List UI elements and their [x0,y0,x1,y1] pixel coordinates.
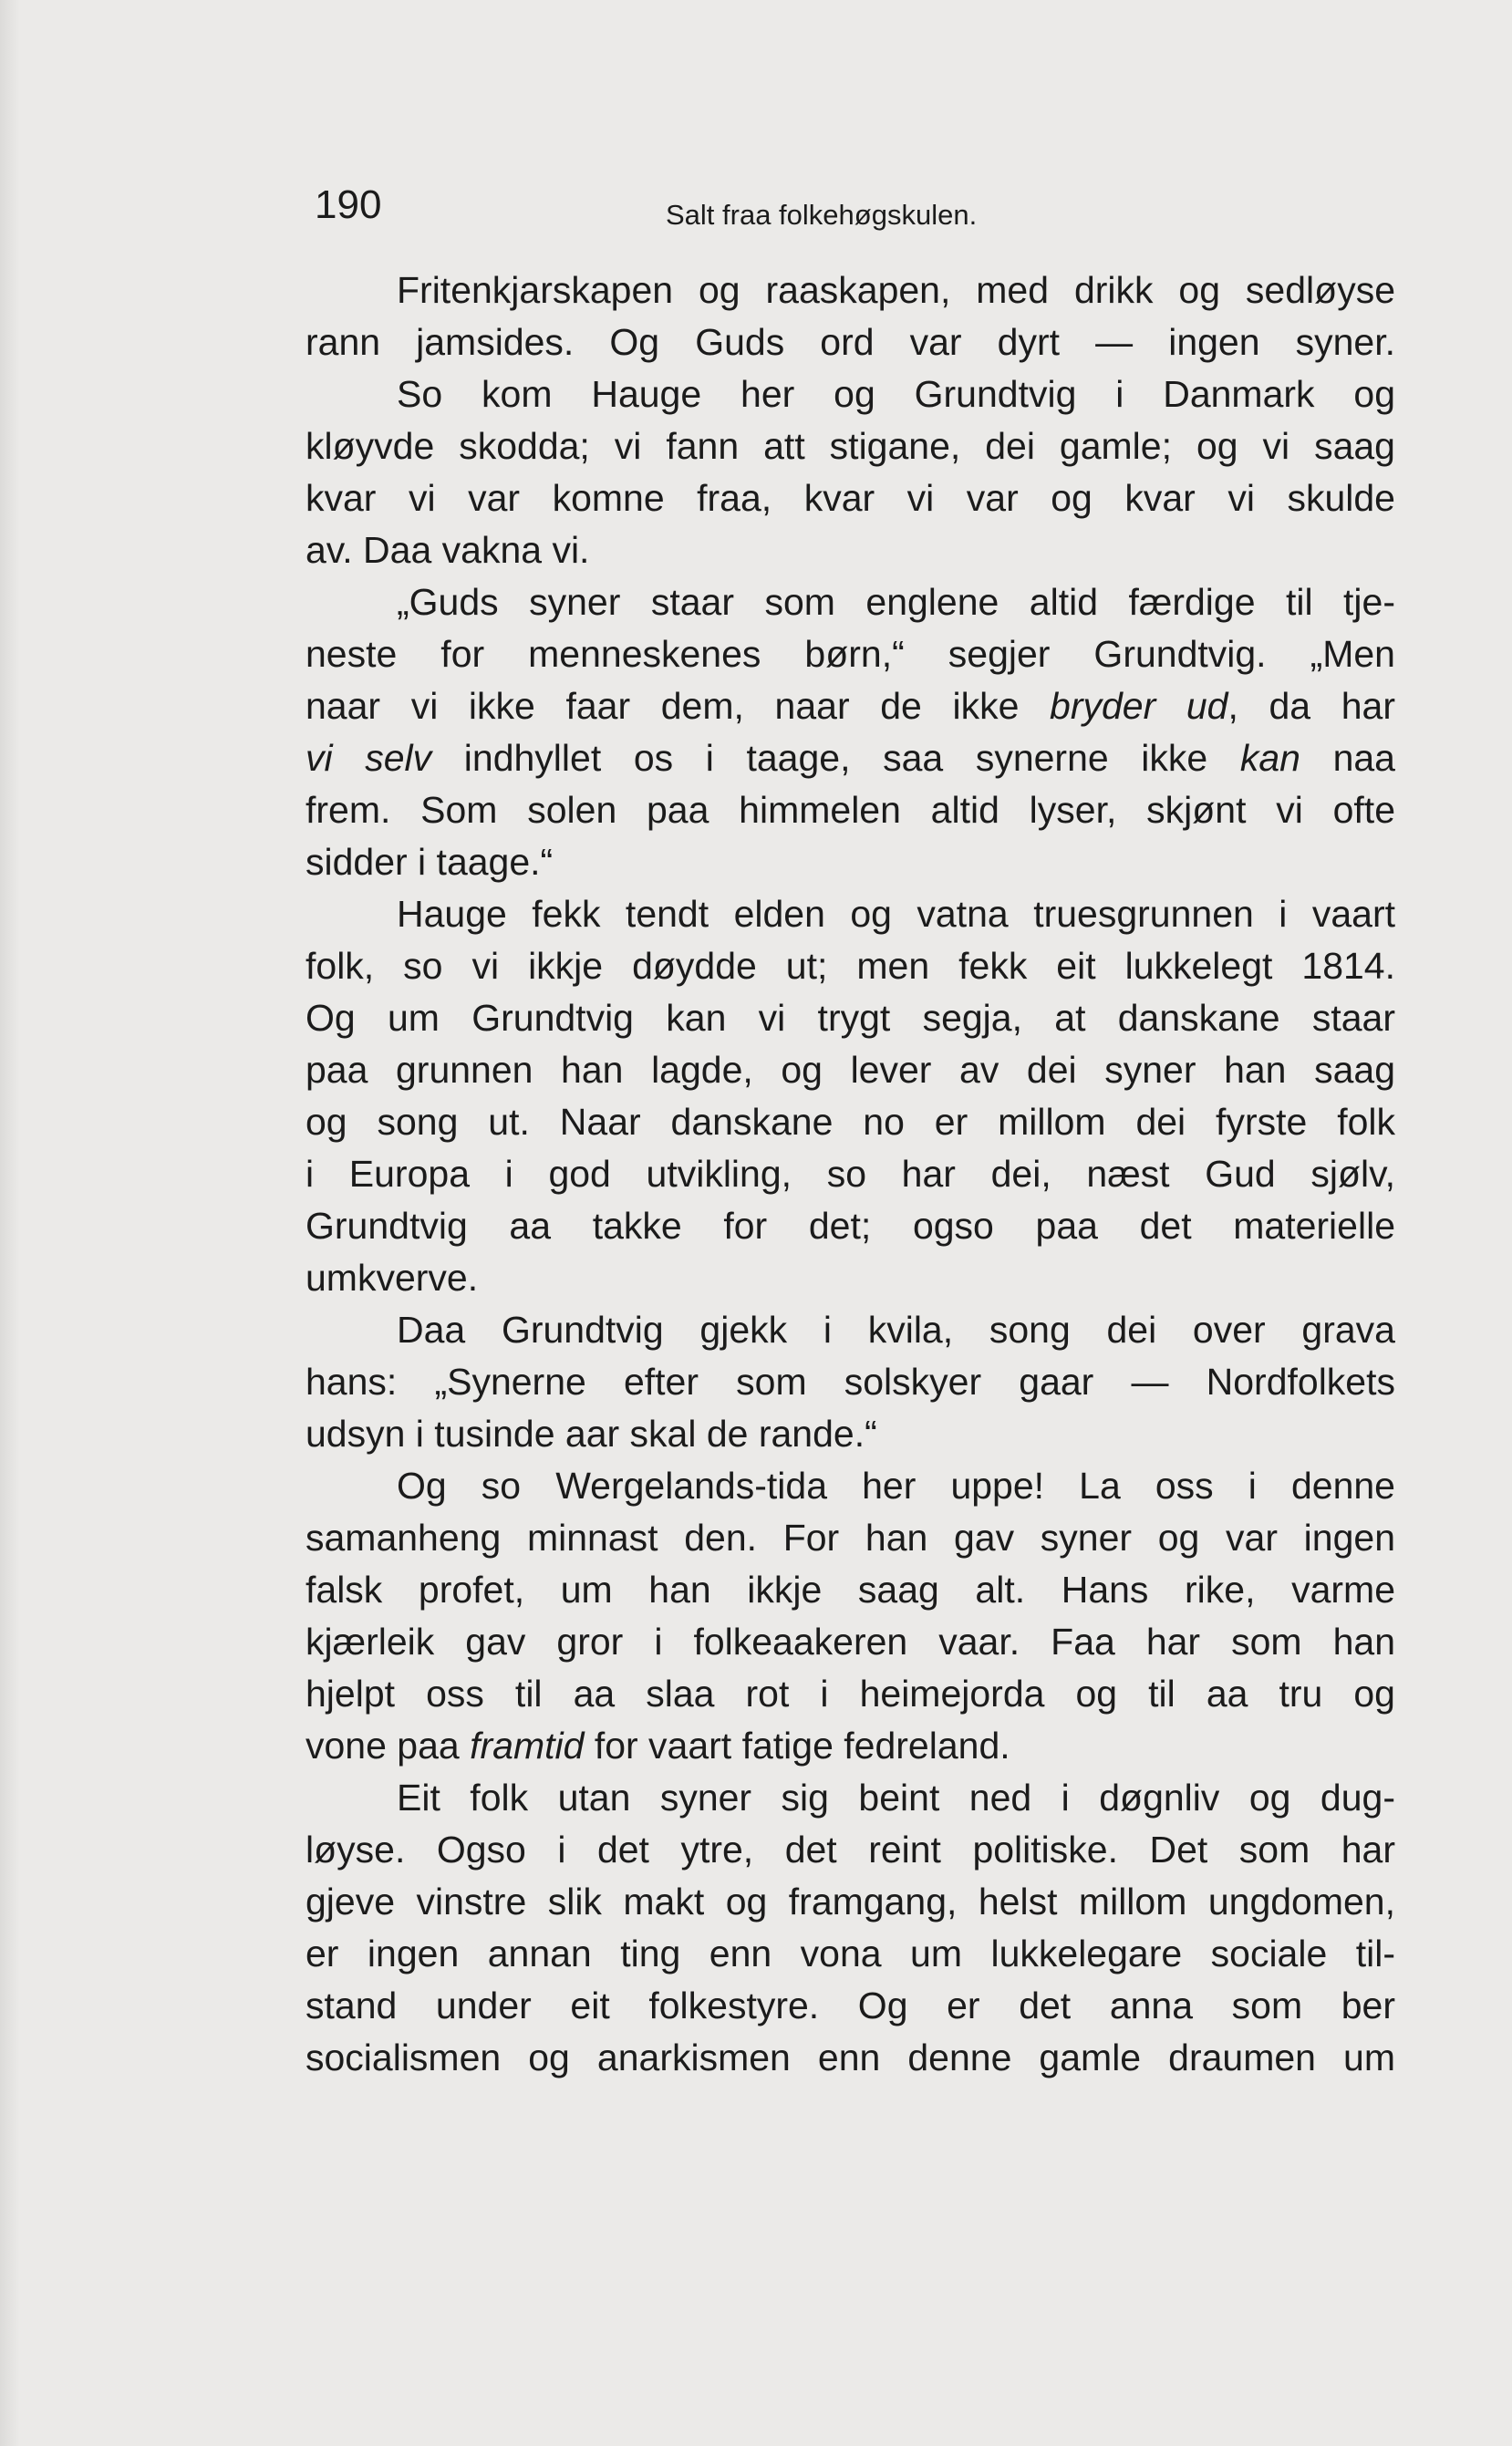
text-line: og song ut. Naar danskane no er millom dei fyrste folk [306,1101,1395,1143]
text-line: hjelpt oss til aa slaa rot i heimejorda og til aa tru og [306,1673,1395,1715]
text-segment: for vaart fatige fedreland. [584,1725,1010,1767]
text-segment: naar vi ikke faar dem, naar de ikke [306,685,1051,727]
body-text [306,264,1395,2084]
text-line: folk, so vi ikkje døydde ut; men fekk eit lukkelegt 1814. [306,945,1395,987]
text-line: frem. Som solen paa himmelen altid lyser, skjønt vi ofte [306,789,1395,831]
text-line: kvar vi var komne fraa, kvar vi var og kvar vi skulde [306,477,1395,519]
text-line: Daa Grundtvig gjekk i kvila, song dei over grava [397,1309,1395,1351]
text-line [306,680,1395,732]
text-line: gjeve vinstre slik makt og framgang, helst millom ungdomen, [306,1881,1395,1923]
running-title: Salt fraa folkehøgskulen. [666,199,978,231]
text-line: sidder i taage.“ [306,841,554,883]
text-segment: naa [1300,737,1395,779]
text-line: Grundtvig aa takke for det; ogso paa det materielle [306,1205,1395,1247]
text-line: falsk profet, um han ikkje saag alt. Hans rike, varme [306,1569,1395,1611]
text-line: av. Daa vakna vi. [306,529,590,571]
emphasized-text: framtid [470,1725,585,1767]
text-line: hans: „Synerne efter som solskyer gaar — Nordfolkets [306,1361,1395,1403]
text-line: i Europa i god utvikling, so har dei, næst Gud sjølv, [306,1153,1395,1195]
text-line: umkverve. [306,1257,479,1299]
text-line: Eit folk utan syner sig beint ned i døgnliv og dug- [397,1777,1395,1819]
text-line: Fritenkjarskapen og raaskapen, med drikk og sedløyse [397,269,1395,311]
emphasized-text: kan [1239,737,1300,779]
text-line: Og um Grundtvig kan vi trygt segja, at danskane staar [306,997,1395,1039]
text-line: kjærleik gav gror i folkeaakeren vaar. Faa har som han [306,1621,1395,1663]
text-line: socialismen og anarkismen enn denne gamle draumen um [306,2037,1395,2078]
text-line: Hauge fekk tendt elden og vatna truesgrunnen i vaart [397,893,1395,935]
text-line: rann jamsides. Og Guds ord var dyrt — ingen syner. [306,321,1395,363]
text-line: udsyn i tusinde aar skal de rande.“ [306,1413,877,1455]
page-header [315,182,1404,237]
text-line [306,1720,1395,1772]
text-line: Og so Wergelands-tida her uppe! La oss i denne [397,1465,1395,1507]
text-line: samanheng minnast den. For han gav syner og var ingen [306,1517,1395,1559]
text-line: So kom Hauge her og Grundtvig i Danmark og [397,373,1395,415]
text-line: paa grunnen han lagde, og lever av dei syner han saag [306,1049,1395,1091]
text-line: neste for menneskenes børn,“ segjer Grundtvig. „Men [306,633,1395,675]
text-line: løyse. Ogso i det ytre, det reint politiske. Det som har [306,1829,1395,1871]
text-line: er ingen annan ting enn vona um lukkelegare sociale til- [306,1933,1395,1974]
text-segment: vone paa [306,1725,471,1767]
text-line: kløyvde skodda; vi fann att stigane, dei gamle; og vi saag [306,425,1395,467]
page-number: 190 [315,182,382,227]
text-segment: , da har [1227,685,1395,727]
emphasized-text: vi selv [306,737,432,779]
text-segment: indhyllet os i taage, saa synerne ikke [431,737,1240,779]
text-line [306,732,1395,784]
emphasized-text: bryder ud [1050,685,1228,727]
text-line: „Guds syner staar som englene altid færdige til tje- [397,581,1395,623]
text-line: stand under eit folkestyre. Og er det anna som ber [306,1985,1395,2026]
